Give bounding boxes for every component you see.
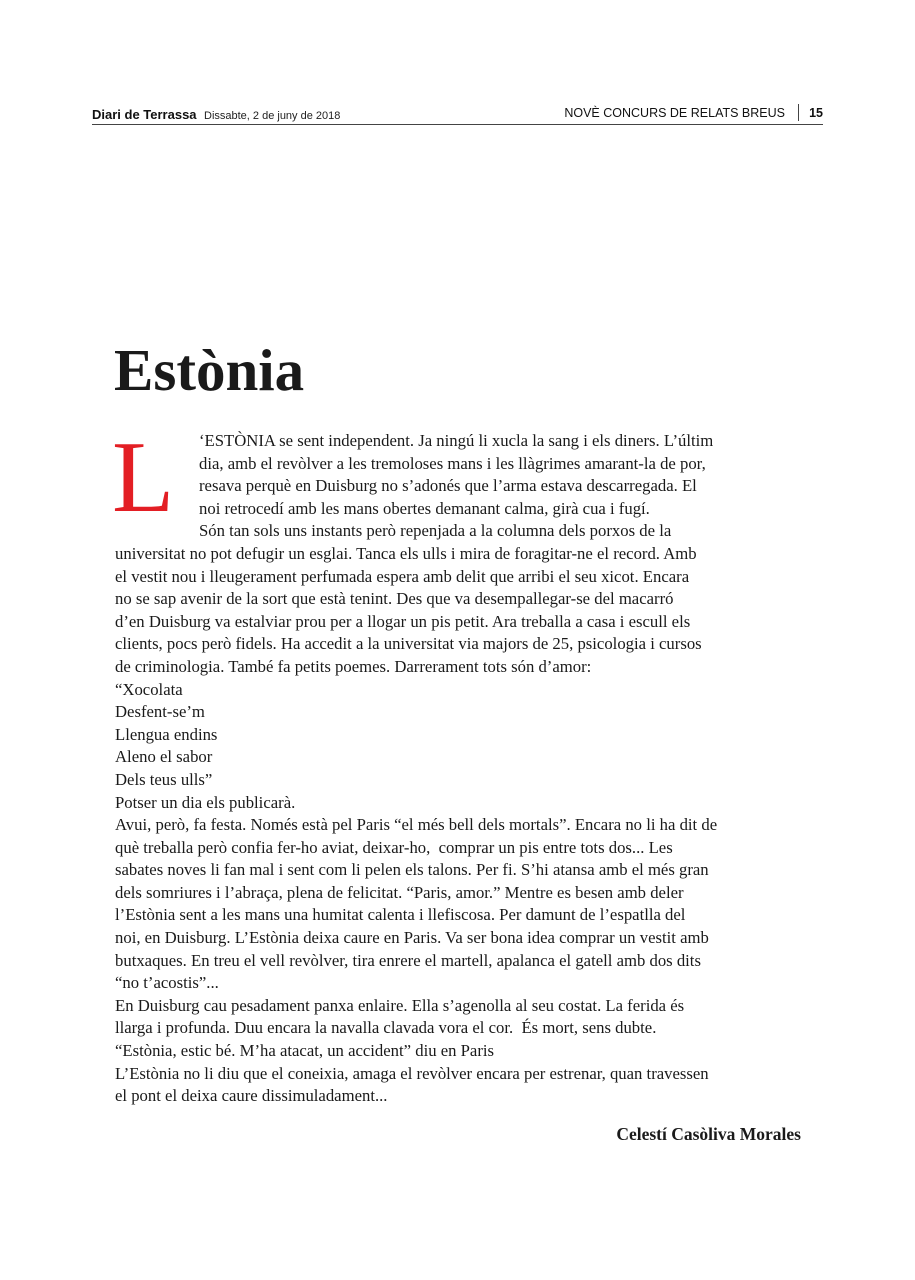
poem-line: Llengua endins xyxy=(115,724,218,744)
story-line: sabates noves li fan mal i sent com li pelen els talons. Per fi. S’hi atansa amb el més gran xyxy=(115,860,709,880)
story-line: noi retrocedí amb les mans obertes demanant calma, girà cua i fugí. xyxy=(199,498,650,518)
story-line: En Duisburg cau pesadament panxa enlaire. Ella s’agenolla al seu costat. La ferida és xyxy=(115,995,685,1015)
story-body xyxy=(115,430,805,1108)
story-line: L’Estònia no li diu que el coneixia, amaga el revòlver encara per estrenar, quan travessen xyxy=(115,1063,709,1083)
story-line: dels somriures i l’abraça, plena de felicitat. “Paris, amor.” Mentre es besen amb deler xyxy=(115,882,684,902)
page-number: 15 xyxy=(809,106,823,120)
header-divider xyxy=(798,104,799,121)
poem-line: Aleno el sabor xyxy=(115,747,213,767)
story-line: butxaques. En treu el vell revòlver, tira enrere el martell, apalanca el gatell amb dos dits xyxy=(115,950,701,970)
poem-line: Dels teus ulls” xyxy=(115,769,213,789)
story-line: l’Estònia sent a les mans una humitat calenta i llefiscosa. Per damunt de l’espatlla del xyxy=(115,905,686,925)
story-line: “Estònia, estic bé. M’ha atacat, un accident” diu en Paris xyxy=(115,1041,495,1061)
story-line: Avui, però, fa festa. Només està pel Paris “el més bell dels mortals”. Encara no li ha dit de xyxy=(115,815,718,835)
header-left xyxy=(92,106,340,124)
story-title: Estònia xyxy=(114,337,305,403)
story-line: Potser un dia els publicarà. xyxy=(115,792,296,812)
poem-line: “Xocolata xyxy=(115,679,183,699)
story-line: què treballa però confia fer-ho aviat, deixar-ho, comprar un pis entre tots dos... Les xyxy=(115,837,673,857)
story-line: resava perquè en Duisburg no s’adonés que l’arma estava descarregada. El xyxy=(199,476,697,496)
drop-cap: L xyxy=(112,421,175,534)
section-title: NOVÈ CONCURS DE RELATS BREUS xyxy=(564,106,785,120)
publication-name: Diari de Terrassa xyxy=(92,107,197,122)
poem-line: Desfent-se’m xyxy=(115,702,205,722)
story-author: Celestí Casòliva Morales xyxy=(616,1124,801,1144)
story-line: clients, pocs però fidels. Ha accedit a la universitat via majors de 25, psicologia i cursos xyxy=(115,634,702,654)
publication-date: Dissabte, 2 de juny de 2018 xyxy=(204,110,341,122)
story-line: no se sap avenir de la sort que està tenint. Des que va desempallegar-se del macarró xyxy=(115,589,674,609)
story-line: “no t’acostis”... xyxy=(115,973,219,993)
story-line: universitat no pot defugir un esglai. Tanca els ulls i mira de foragitar-ne el record. Amb xyxy=(115,543,697,563)
story-line: llarga i profunda. Duu encara la navalla clavada vora el cor. És mort, sens dubte. xyxy=(115,1018,657,1038)
story-line: noi, en Duisburg. L’Estònia deixa caure en Paris. Va ser bona idea comprar un vestit amb xyxy=(115,928,709,948)
story-line: Són tan sols uns instants però repenjada a la columna dels porxos de la xyxy=(199,521,672,541)
story-line: dia, amb el revòlver a les tremoloses mans i les llàgrimes amarant-la de por, xyxy=(199,453,706,473)
story-line: ‘ESTÒNIA se sent independent. Ja ningú li xucla la sang i els diners. L’últim xyxy=(199,431,714,450)
story-line: el vestit nou i lleugerament perfumada espera amb delit que arribi el seu xicot. Encara xyxy=(115,566,690,586)
story-line: de criminologia. També fa petits poemes. Darrerament tots són d’amor: xyxy=(115,656,592,676)
story-line: d’en Duisburg va estalviar prou per a llogar un pis petit. Ara treballa a casa i escull els xyxy=(115,611,691,631)
page-header xyxy=(92,103,823,125)
story-line: el pont el deixa caure dissimuladament... xyxy=(115,1086,388,1106)
